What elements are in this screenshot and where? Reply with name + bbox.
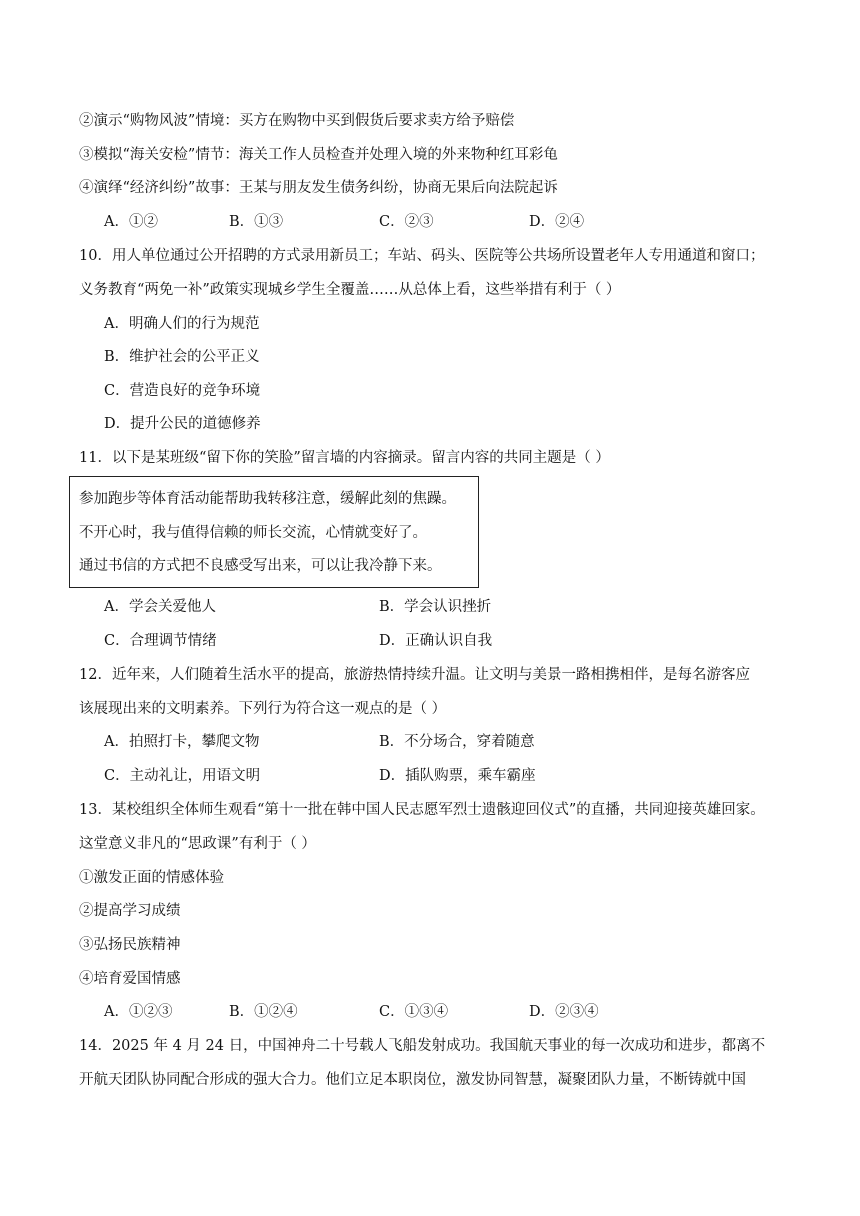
q9-option-a[interactable]: A．①② <box>104 214 158 230</box>
q9-option-c[interactable]: C．②③ <box>379 214 434 230</box>
q13-item-4: ④培育爱国情感 <box>79 971 181 987</box>
q11-stem: 11．以下是某班级“留下你的笑脸”留言墙的内容摘录。留言内容的共同主题是（ ） <box>79 450 610 466</box>
message-line-3: 通过书信的方式把不良感受写出来，可以让我冷静下来。 <box>79 558 442 574</box>
q13-stem-line1: 13．某校组织全体师生观看“第十一批在韩中国人民志愿军烈士遗骸迎回仪式”的直播，共同迎接英雄回家。 <box>79 802 765 818</box>
q12-option-d[interactable]: D．插队购票，乘车霸座 <box>379 768 536 784</box>
q12-option-c[interactable]: C．主动礼让，用语文明 <box>104 768 261 784</box>
q13-stem-line2: 这堂意义非凡的“思政课”有利于（ ） <box>79 836 316 852</box>
q11-option-b[interactable]: B．学会认识挫折 <box>379 599 492 615</box>
q13-option-b[interactable]: B．①②④ <box>229 1004 298 1020</box>
q9-item-2: ②演示“购物风波”情境：买方在购物中买到假货后要求卖方给予赔偿 <box>79 113 515 129</box>
q13-option-d[interactable]: D．②③④ <box>529 1004 599 1020</box>
q13-option-c[interactable]: C．①③④ <box>379 1004 449 1020</box>
q13-option-a[interactable]: A．①②③ <box>104 1004 173 1020</box>
q9-option-b[interactable]: B．①③ <box>229 214 284 230</box>
q11-option-a[interactable]: A．学会关爱他人 <box>104 599 216 615</box>
message-line-2: 不开心时，我与值得信赖的师长交流，心情就变好了。 <box>79 525 427 541</box>
q10-stem-line1: 10．用人单位通过公开招聘的方式录用新员工；车站、码头、医院等公共场所设置老年人专用通道和窗口； <box>79 248 765 264</box>
q10-stem-line2: 义务教育“两免一补”政策实现城乡学生全覆盖……从总体上看，这些举措有利于（ ） <box>79 282 621 298</box>
q14-stem-line2: 开航天团队协同配合形成的强大合力。他们立足本职岗位，激发协同智慧，凝聚团队力量，不断铸就中国 <box>79 1072 746 1088</box>
q14-stem-line1: 14．2025 年 4 月 24 日，中国神舟二十号载人飞船发射成功。我国航天事业的每一次成功和进步，都离不 <box>79 1038 766 1054</box>
q10-option-d[interactable]: D．提升公民的道德修养 <box>104 416 261 432</box>
q11-option-d[interactable]: D．正确认识自我 <box>379 633 493 649</box>
q9-item-4: ④演绎“经济纠纷”故事：王某与朋友发生债务纠纷，协商无果后向法院起诉 <box>79 180 558 196</box>
q10-option-b[interactable]: B．维护社会的公平正义 <box>104 349 260 365</box>
q12-stem-line2: 该展现出来的文明素养。下列行为符合这一观点的是（ ） <box>79 701 447 717</box>
message-line-1: 参加跑步等体育活动能帮助我转移注意，缓解此刻的焦躁。 <box>79 491 456 507</box>
q10-option-c[interactable]: C．营造良好的竞争环境 <box>104 383 261 399</box>
q13-item-3: ③弘扬民族精神 <box>79 937 181 953</box>
q13-item-1: ①激发正面的情感体验 <box>79 870 224 886</box>
q12-stem-line1: 12．近年来，人们随着生活水平的提高，旅游热情持续升温。让文明与美景一路相携相伴，是每名游客应 <box>79 667 750 683</box>
q12-option-a[interactable]: A．拍照打卡，攀爬文物 <box>104 734 260 750</box>
q13-item-2: ②提高学习成绩 <box>79 903 181 919</box>
q10-option-a[interactable]: A．明确人们的行为规范 <box>104 316 260 332</box>
q9-item-3: ③模拟“海关安检”情节：海关工作人员检查并处理入境的外来物种红耳彩龟 <box>79 147 558 163</box>
q12-option-b[interactable]: B．不分场合，穿着随意 <box>379 734 535 750</box>
q9-option-d[interactable]: D．②④ <box>529 214 585 230</box>
q11-option-c[interactable]: C．合理调节情绪 <box>104 633 217 649</box>
